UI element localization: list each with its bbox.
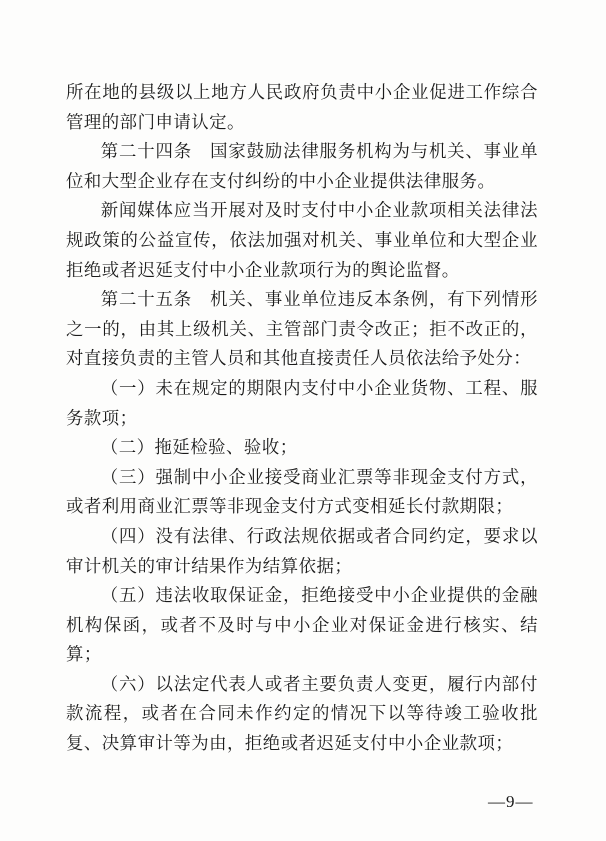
paragraph-item-1: （一）未在规定的期限内支付中小企业货物、工程、服务款项；	[66, 378, 538, 429]
paragraph-item-5: （五）违法收取保证金，拒绝接受中小企业提供的金融机构保函，或者不及时与中小企业对保证金进行核实、结算；	[66, 586, 538, 666]
paragraph-article-25: 第二十五条 机关、事业单位违反本条例，有下列情形之一的，由其上级机关、主管部门责令改正；拒不改正的，对直接负责的主管人员和其他直接责任人员依法给予处分：	[66, 290, 538, 370]
page-number: —9—	[488, 792, 534, 811]
paragraph-item-2: （二）拖延检验、验收；	[100, 438, 298, 459]
paragraph-article-24: 第二十四条 国家鼓励法律服务机构为与机关、事业单位和大型企业存在支付纠纷的中小企业提供法律服务。	[66, 142, 538, 192]
paragraph-continuation: 所在地的县级以上地方人民政府负责中小企业促进工作综合管理的部门申请认定。	[66, 83, 538, 133]
document-body	[66, 79, 538, 760]
paragraph-media-supervision: 新闻媒体应当开展对及时支付中小企业款项相关法律法规政策的公益宣传，依法加强对机关、事业单位和大型企业拒绝或者迟延支付中小企业款项行为的舆论监督。	[66, 201, 538, 281]
paragraph-item-3: （三）强制中小企业接受商业汇票等非现金支付方式，或者利用商业汇票等非现金支付方式变相延长付款期限；	[66, 467, 538, 518]
paragraph-item-6: （六）以法定代表人或者主要负责人变更，履行内部付款流程，或者在合同未作约定的情况下以等待竣工验收批复、决算审计等为由，拒绝或者迟延支付中小企业款项；	[66, 674, 538, 755]
paragraph-item-4: （四）没有法律、行政法规依据或者合同约定，要求以审计机关的审计结果作为结算依据；	[66, 526, 538, 577]
